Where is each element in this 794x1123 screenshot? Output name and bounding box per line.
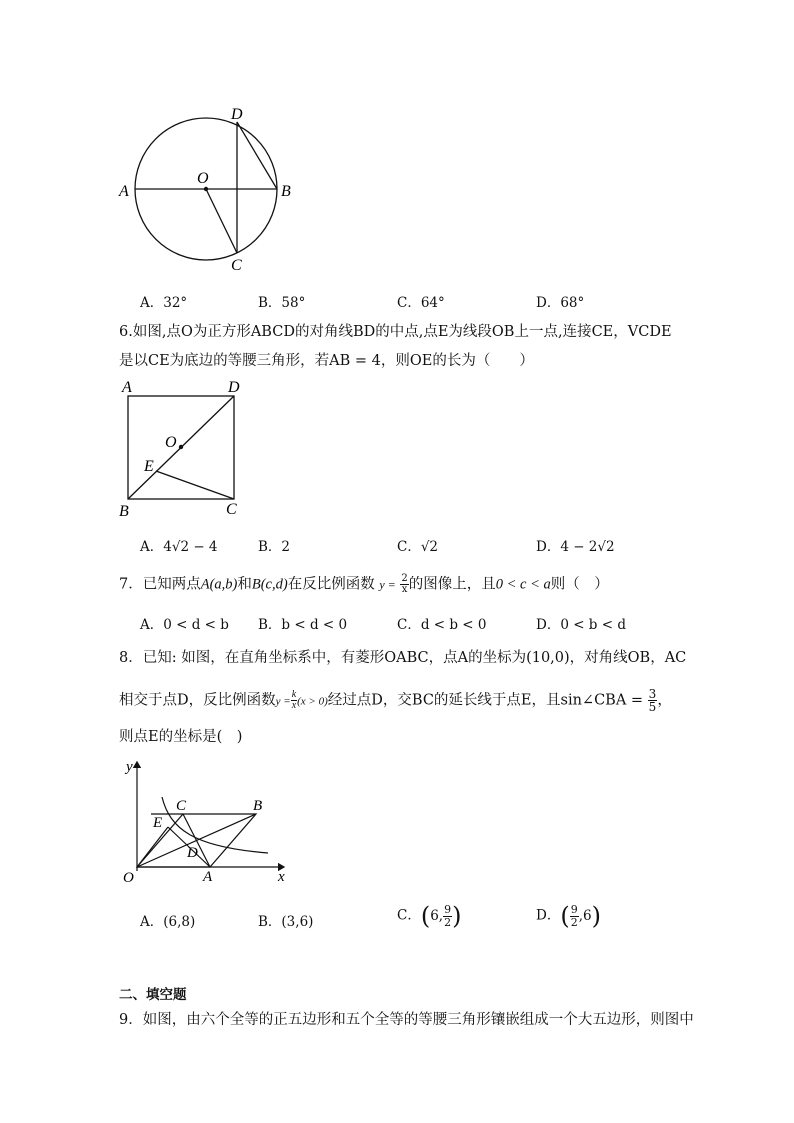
q8-func-lhs: y = [275,695,291,708]
q7-option-c[interactable]: C．d < b < 0 [397,617,487,633]
q7-func-lhs: y = [379,577,396,592]
segment-oe [137,827,168,867]
q5-option-d[interactable]: D．68° [536,295,585,311]
segment-oc [206,189,237,253]
label-c: C [231,257,242,274]
label-d: D [231,106,243,123]
q8-option-d[interactable]: D．( $\frac{9}{2}$ ,6) [536,902,601,930]
q8-option-a[interactable]: A．(6,8) [140,914,196,930]
label-o: O [123,870,134,886]
q8-option-d-fraction: $\frac{9}{2}$ [570,902,578,929]
q8-question-line1: 8．已知: 如图，在直角坐标系中，有菱形OABC，点A的坐标为(10,0)，对角线OB，AC [119,650,687,666]
q7-question [119,574,609,595]
label-c: C [176,798,187,814]
q7-text-f: 的图像上，且 [408,576,496,593]
q8-func-condition: (x > 0) [297,695,328,708]
q6-option-a[interactable]: A．4√2 − 4 [140,539,218,555]
segment-ec [156,471,234,499]
q8-text-a: 相交于点D，反比例函数 [119,692,276,709]
point-o [204,187,208,191]
label-b: B [281,183,291,200]
label-d: D [187,845,198,861]
q8-option-d-label: D． [536,907,561,924]
q6-question-line1: 6.如图,点O为正方形ABCD的对角线BD的中点,点E为线段OB上一点,连接CE，VCDE [119,324,672,340]
section-title-fill-in: 二、填空题 [119,987,187,1003]
q7-text-h: 则（ ） [550,576,609,593]
label-e: E [144,458,154,475]
q7-text-c: 和 [237,576,252,593]
q8-text-c: ， [657,692,672,709]
q7-func-fraction: $\frac{2}{x}$ [401,573,408,595]
label-o: O [197,170,209,187]
q7-point-b: B(c,d) [251,576,288,593]
q8-option-c-value: 6, [430,908,444,924]
q9-question-line1: 9．如图，由六个全等的正五边形和五个全等的等腰三角形镶嵌组成一个大五边形，则图中 [119,1012,694,1028]
q7-point-a: A(a,b) [200,576,238,593]
label-a: A [122,379,132,396]
q6-question-line2: 是以CE为底边的等腰三角形，若AB = 4，则OE的长为（ ） [119,353,534,369]
q8-func-fraction: $\frac{k}{x}$ [291,689,297,711]
q7-option-b[interactable]: B．b < d < 0 [258,617,348,633]
q7-text-e: 在反比例函数 [287,576,375,593]
q8-sin-fraction: $\frac{3}{5}$ [648,687,657,714]
q8-text-b: 经过点D，交BC的延长线于点E，且sin∠CBA = [327,692,644,709]
q5-option-b[interactable]: B．58° [258,295,306,311]
q6-option-d[interactable]: D．4 − 2√2 [536,539,615,555]
label-e: E [153,815,163,831]
q6-option-c[interactable]: C．√2 [397,539,439,555]
label-b: B [253,798,263,814]
q7-option-d[interactable]: D．0 < b < d [536,617,626,633]
label-o: O [165,434,177,451]
label-a: A [119,183,129,200]
q8-question-line3: 则点E的坐标是( ) [119,729,243,745]
label-y: y [126,759,133,775]
q5-circle-figure [110,100,310,280]
q8-option-d-value: ,6 [578,908,592,924]
q8-question-line2 [119,688,672,713]
q6-option-b[interactable]: B．2 [258,539,291,555]
q7-text-a: 7．已知两点 [119,576,201,593]
label-c: C [226,501,237,518]
label-a: A [203,869,213,885]
label-x: x [278,869,285,885]
q8-option-c[interactable]: C．(6, $\frac{9}{2}$ ) [397,902,462,930]
point-o [179,445,183,449]
chord-db [237,122,277,189]
q8-option-c-label: C． [397,907,421,924]
q5-option-c[interactable]: C．64° [397,295,445,311]
q7-inequality: 0 < c < a [495,576,551,593]
label-d: D [228,379,240,396]
q6-square-figure [112,374,252,519]
q8-option-b[interactable]: B．(3,6) [258,914,314,930]
q7-option-a[interactable]: A．0 < d < b [140,617,229,633]
q8-option-c-fraction: $\frac{9}{2}$ [444,902,452,929]
q8-rhombus-figure [118,757,298,887]
label-b: B [119,503,129,519]
q5-option-a[interactable]: A．32° [140,295,188,311]
